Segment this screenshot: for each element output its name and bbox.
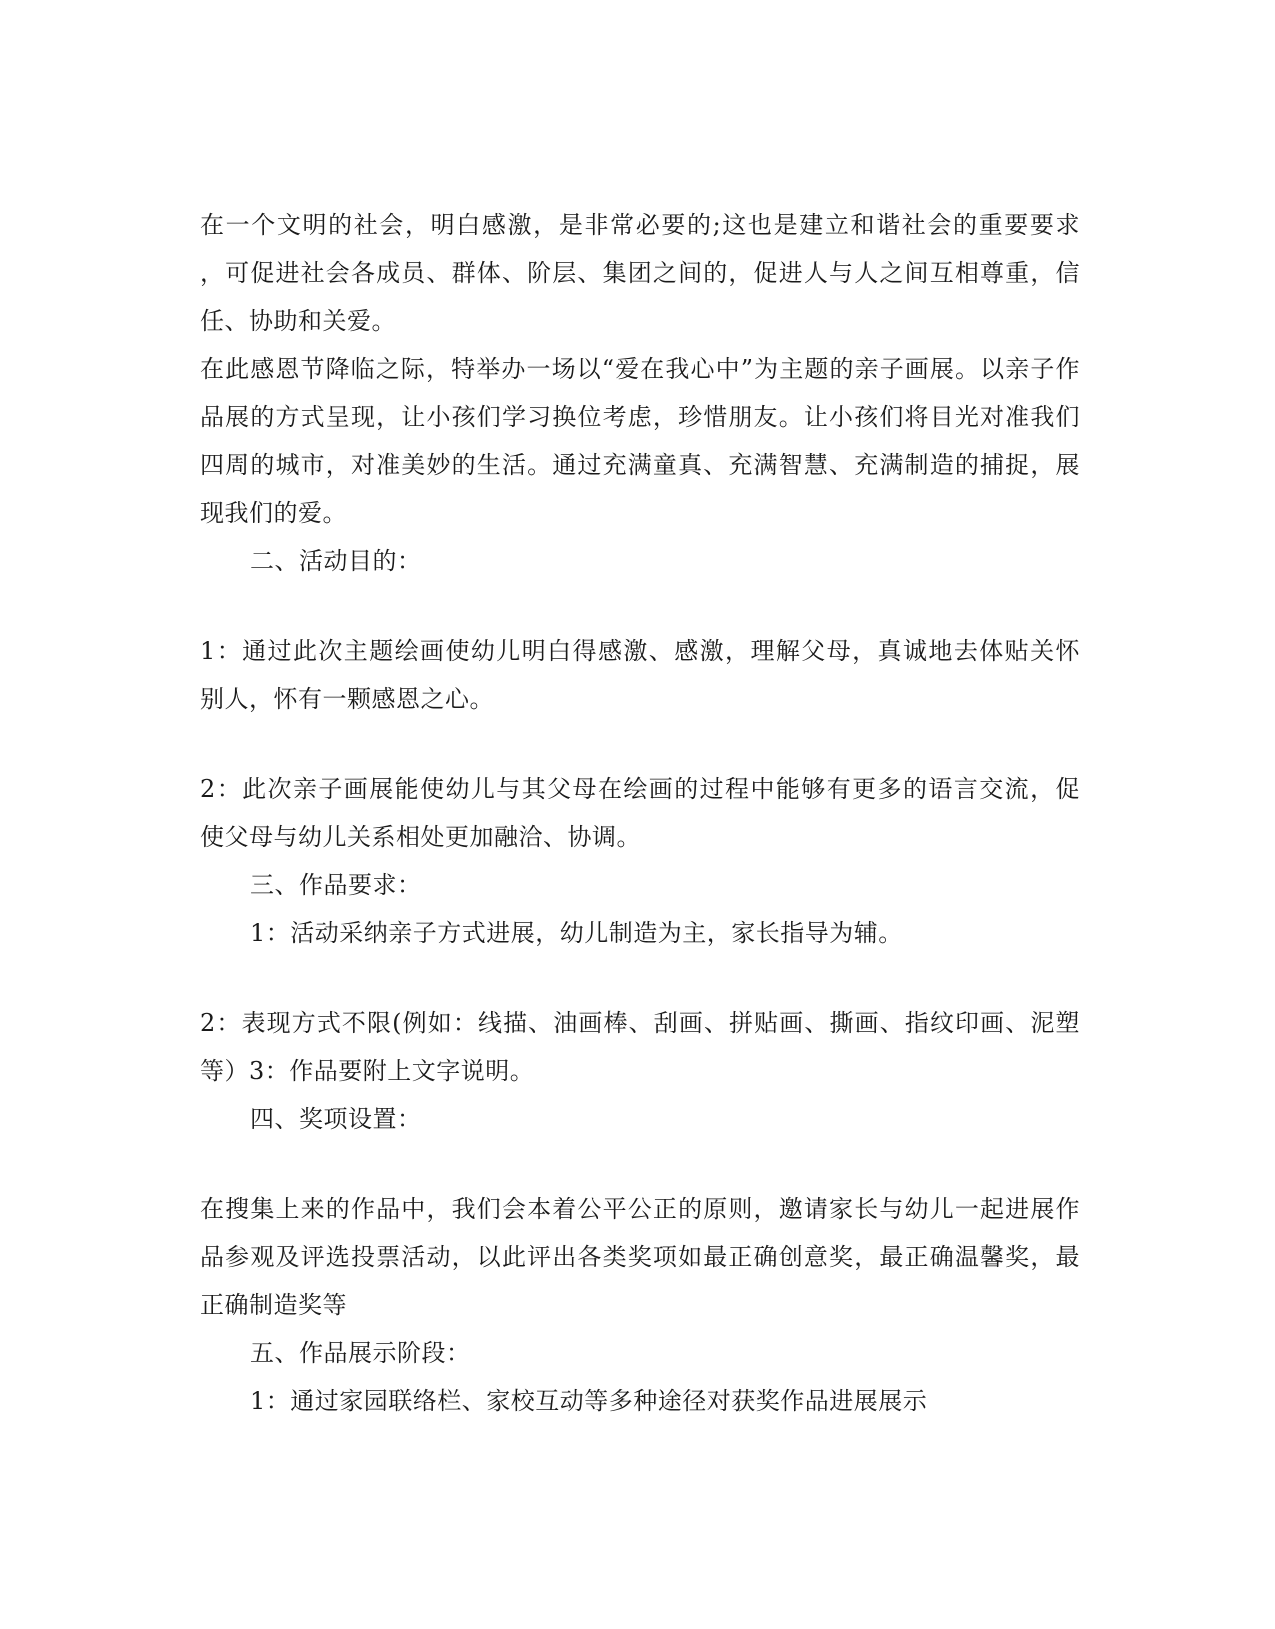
- paragraph-line: 品参观及评选投票活动，以此评出各类奖项如最正确创意奖，最正确温馨奖，最: [200, 1243, 1080, 1271]
- section-heading: 四、奖项设置：: [250, 1105, 422, 1133]
- paragraph-line: 现我们的爱。: [200, 499, 347, 527]
- paragraph-line: 在一个文明的社会，明白感激，是非常必要的;这也是建立和谐社会的重要要求: [200, 211, 1080, 239]
- paragraph-line: 1：通过家园联络栏、家校互动等多种途径对获奖作品进展展示: [250, 1387, 928, 1415]
- section-heading: 二、活动目的：: [250, 547, 422, 575]
- paragraph-line: 任、协助和关爱。: [200, 307, 396, 335]
- section-heading: 五、作品展示阶段：: [250, 1339, 471, 1367]
- paragraph-line: ，可促进社会各成员、群体、阶层、集团之间的，促进人与人之间互相尊重，信: [200, 259, 1080, 287]
- section-heading: 三、作品要求：: [250, 871, 422, 899]
- paragraph-line: 品展的方式呈现，让小孩们学习换位考虑，珍惜朋友。让小孩们将目光对准我们: [200, 403, 1080, 431]
- paragraph-line: 别人，怀有一颗感恩之心。: [200, 685, 494, 713]
- paragraph-line: 正确制造奖等: [200, 1291, 347, 1319]
- paragraph-line: 1：通过此次主题绘画使幼儿明白得感激、感激，理解父母，真诚地去体贴关怀: [200, 637, 1080, 665]
- paragraph-line: 在此感恩节降临之际，特举办一场以“爱在我心中”为主题的亲子画展。以亲子作: [200, 355, 1080, 383]
- paragraph-line: 2：此次亲子画展能使幼儿与其父母在绘画的过程中能够有更多的语言交流，促: [200, 775, 1080, 803]
- paragraph-line: 1：活动采纳亲子方式进展，幼儿制造为主，家长指导为辅。: [250, 919, 903, 947]
- paragraph-line: 2：表现方式不限(例如：线描、油画棒、刮画、拼贴画、撕画、指纹印画、泥塑: [200, 1009, 1080, 1037]
- paragraph-line: 使父母与幼儿关系相处更加融洽、协调。: [200, 823, 641, 851]
- paragraph-line: 在搜集上来的作品中，我们会本着公平公正的原则，邀请家长与幼儿一起进展作: [200, 1195, 1080, 1223]
- paragraph-line: 等）3：作品要附上文字说明。: [200, 1057, 535, 1085]
- paragraph-line: 四周的城市，对准美妙的生活。通过充满童真、充满智慧、充满制造的捕捉，展: [200, 451, 1080, 479]
